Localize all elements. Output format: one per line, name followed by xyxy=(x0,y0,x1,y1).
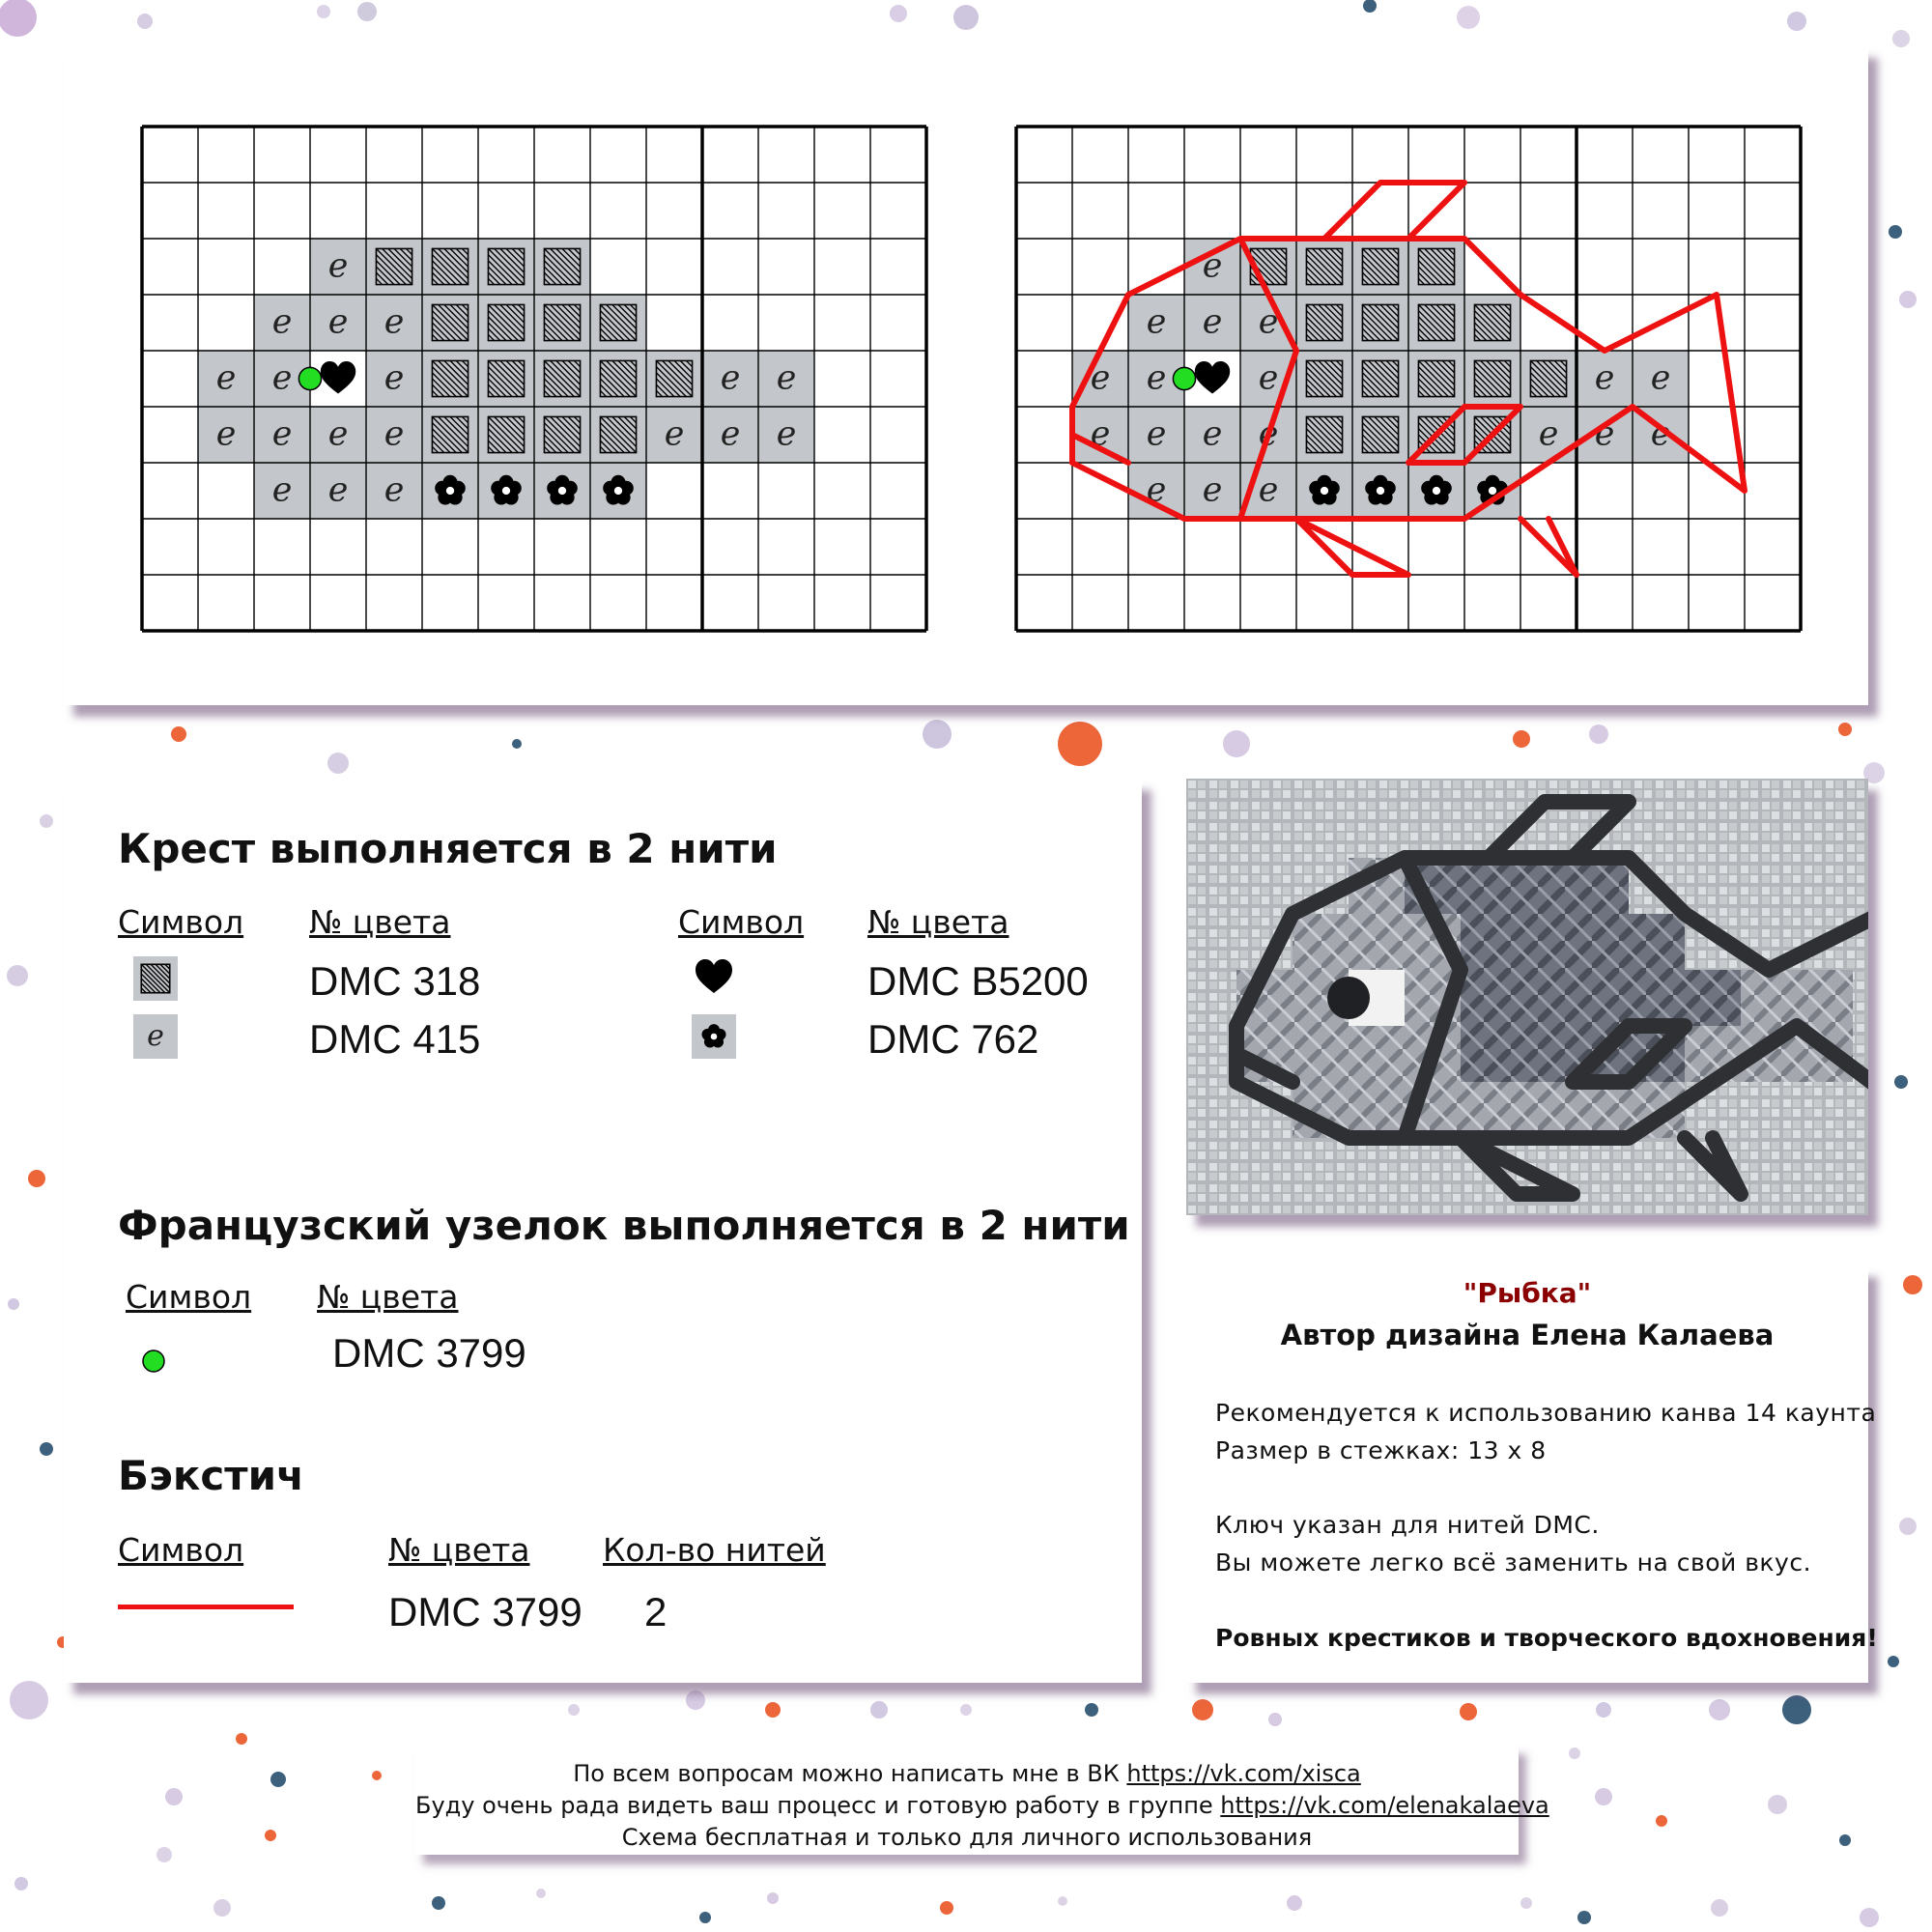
footer-line-2 xyxy=(415,1792,1549,1819)
stitch-cell-flower xyxy=(1352,463,1408,519)
paint-dot xyxy=(0,0,37,37)
paint-dot xyxy=(327,753,349,774)
svg-text:e: e xyxy=(720,358,741,398)
author-line: Автор дизайна Елена Калаева xyxy=(1280,1319,1775,1351)
paint-dot xyxy=(1899,291,1917,308)
svg-text:e: e xyxy=(271,414,293,454)
svg-text:e: e xyxy=(1146,414,1167,454)
knot-title: Французский узелок выполняется в 2 нити xyxy=(118,1202,1130,1249)
stitch-cell-e xyxy=(254,463,310,519)
svg-text:e: e xyxy=(215,358,237,398)
paint-dot xyxy=(14,1877,28,1890)
color-762: DMC 762 xyxy=(867,1016,1039,1062)
stitch-cell-e xyxy=(366,351,422,407)
svg-text:e: e xyxy=(1594,414,1615,454)
paint-dot xyxy=(7,965,28,986)
paint-dot xyxy=(28,1170,45,1187)
color-3799-backstitch: DMC 3799 xyxy=(388,1589,582,1634)
stitch-cell-e xyxy=(366,295,422,351)
svg-text:e: e xyxy=(215,414,237,454)
svg-text:e: e xyxy=(1538,414,1559,454)
svg-text:e: e xyxy=(776,358,797,398)
paint-dot xyxy=(960,1704,972,1716)
paint-dot xyxy=(1287,1895,1302,1911)
stitch-cell-e xyxy=(366,407,422,463)
paint-dot xyxy=(1460,1703,1477,1720)
paint-dot xyxy=(1363,0,1377,13)
paint-dot xyxy=(1268,1713,1282,1726)
knot-color-header: № цвета xyxy=(317,1278,459,1316)
paint-dot xyxy=(1860,1908,1879,1927)
paint-dot xyxy=(1513,730,1530,748)
paint-dot xyxy=(265,1830,276,1841)
svg-text:e: e xyxy=(1202,414,1223,454)
paint-dot xyxy=(536,1889,546,1898)
vk-profile-link[interactable]: https://vk.com/xisca xyxy=(1126,1760,1361,1787)
threads-header: Кол-во нитей xyxy=(603,1531,826,1569)
paint-dot xyxy=(923,720,952,749)
stitch-cell-e xyxy=(310,463,366,519)
vk-group-link[interactable]: https://vk.com/elenakalaeva xyxy=(1220,1792,1549,1819)
svg-text:e: e xyxy=(384,414,405,454)
stitch-cell-flower xyxy=(1296,463,1352,519)
svg-text:e: e xyxy=(271,302,293,342)
paint-dot xyxy=(512,739,522,749)
stitch-cell-e xyxy=(310,239,366,295)
paint-dot xyxy=(870,1701,888,1719)
stitch-cell-e xyxy=(1072,407,1128,463)
paint-dot xyxy=(236,1733,247,1745)
backstitch-line xyxy=(1324,183,1464,239)
cross-title: Крест выполняется в 2 нити xyxy=(118,825,778,872)
svg-text:e: e xyxy=(327,470,349,510)
paint-dot xyxy=(1589,724,1608,744)
stitch-cell-e xyxy=(310,295,366,351)
paint-dot xyxy=(1656,1815,1667,1827)
svg-text:e: e xyxy=(1594,358,1615,398)
paint-dot xyxy=(1596,1702,1611,1718)
stitch-cell-flower xyxy=(422,463,478,519)
paint-dot xyxy=(1894,1075,1908,1089)
paint-dot xyxy=(317,5,330,18)
paint-dot xyxy=(940,1901,953,1915)
stitch-cell-e xyxy=(198,407,254,463)
color-318: DMC 318 xyxy=(309,958,481,1004)
svg-text:e: e xyxy=(327,302,349,342)
color-b5200: DMC B5200 xyxy=(867,958,1089,1004)
paint-dot xyxy=(1768,1795,1787,1814)
svg-text:e: e xyxy=(1258,470,1279,510)
paint-dot xyxy=(1838,723,1852,736)
backstitch-color-header: № цвета xyxy=(388,1531,530,1569)
paint-dot xyxy=(767,1892,779,1904)
stitched-preview-image xyxy=(1186,779,1868,1215)
svg-text:e: e xyxy=(384,358,405,398)
paint-dot xyxy=(1192,1699,1213,1720)
paint-dot xyxy=(432,1896,445,1910)
stitch-cell-e xyxy=(1184,463,1240,519)
stitch-cell-e xyxy=(1520,407,1577,463)
replace-note: Вы можете легко всё заменить на свой вкус. xyxy=(1215,1548,1812,1577)
svg-text:e: e xyxy=(1258,302,1279,342)
threads-count: 2 xyxy=(644,1589,668,1634)
svg-text:e: e xyxy=(664,414,685,454)
symbol-header-left: Символ xyxy=(118,903,244,941)
stitch-cell-e xyxy=(1184,295,1240,351)
paint-dot xyxy=(1709,1699,1730,1720)
svg-text:e: e xyxy=(271,358,293,398)
stitch-cell-e xyxy=(646,407,702,463)
flower-symbol xyxy=(692,1014,736,1059)
footer-line-3: Схема бесплатная и только для личного использования xyxy=(621,1824,1313,1851)
paint-dot xyxy=(137,14,153,29)
paint-dot xyxy=(1520,1897,1532,1909)
stitch-cell-e xyxy=(1240,295,1296,351)
svg-text:e: e xyxy=(1202,246,1223,286)
paint-dot xyxy=(270,1772,286,1787)
symbol-chart xyxy=(138,123,930,635)
dmc-note: Ключ указан для нитей DMC. xyxy=(1215,1511,1600,1539)
heart-symbol xyxy=(692,956,736,1001)
svg-text:e: e xyxy=(1146,302,1167,342)
backstitch-chart xyxy=(1012,123,1804,635)
color-3799-knot: DMC 3799 xyxy=(332,1330,526,1376)
svg-text:e: e xyxy=(1650,414,1671,454)
stitch-cell-e xyxy=(198,351,254,407)
svg-text:e: e xyxy=(1090,358,1111,398)
stitch-cell-flower xyxy=(1408,463,1464,519)
paint-dot xyxy=(765,1702,781,1718)
paint-dot xyxy=(686,1690,705,1710)
paint-dot xyxy=(171,726,186,742)
paint-dot xyxy=(699,1912,711,1923)
paint-dot xyxy=(1839,1834,1851,1846)
stitch-size: Размер в стежках: 13 х 8 xyxy=(1215,1436,1547,1464)
stitch-cell-e xyxy=(366,463,422,519)
symbol-header-right: Символ xyxy=(678,903,805,941)
paint-dot xyxy=(357,2,377,21)
svg-text:e: e xyxy=(271,470,293,510)
paint-dot xyxy=(10,1681,48,1719)
svg-text:e: e xyxy=(384,302,405,342)
paint-dot xyxy=(1888,1656,1899,1667)
color-header-right: № цвета xyxy=(867,903,1009,941)
wish-line: Ровных крестиков и творческого вдохновения! xyxy=(1215,1624,1878,1652)
svg-text:e: e xyxy=(384,470,405,510)
stitch-cell-e xyxy=(1184,239,1240,295)
backstitch-line-symbol xyxy=(118,1605,294,1609)
svg-text:e: e xyxy=(1202,302,1223,342)
stitch-cell-e xyxy=(702,351,758,407)
stitch-cell-flower xyxy=(478,463,534,519)
stitch-cell-e xyxy=(702,407,758,463)
stitch-cell-e xyxy=(1184,407,1240,463)
stitch-cell-flower xyxy=(590,463,646,519)
paint-dot xyxy=(1903,1275,1922,1294)
paint-dot xyxy=(1058,722,1102,766)
pattern-title: "Рыбка" xyxy=(1463,1277,1592,1309)
paint-dot xyxy=(1577,1911,1591,1924)
paint-dot xyxy=(1787,12,1806,31)
stitch-cell-e xyxy=(758,351,814,407)
footer-contact-text: По всем вопросам можно написать мне в ВК xyxy=(573,1760,1127,1787)
stitch-cell-e xyxy=(1577,351,1633,407)
knot-symbol xyxy=(139,1347,168,1376)
paint-dot xyxy=(40,814,53,828)
svg-text:e: e xyxy=(1258,358,1279,398)
french-knot xyxy=(1173,367,1195,389)
paint-dot xyxy=(953,5,979,30)
svg-text:e: e xyxy=(1258,414,1279,454)
stitch-cell-e xyxy=(758,407,814,463)
svg-text:e: e xyxy=(327,246,349,286)
paint-dot xyxy=(8,1298,19,1310)
stitch-cell-e xyxy=(254,295,310,351)
paint-dot xyxy=(165,1788,183,1805)
svg-text:e: e xyxy=(1146,470,1167,510)
knot-symbol-header: Символ xyxy=(126,1278,252,1316)
paint-dot xyxy=(890,5,907,22)
svg-text:e: e xyxy=(1202,470,1223,510)
paint-dot xyxy=(1711,1899,1728,1917)
footer-group-text: Буду очень рада видеть ваш процесс и готовую работу в группе xyxy=(415,1792,1221,1819)
paint-dot xyxy=(1892,30,1910,47)
french-knot xyxy=(298,367,321,389)
footer-line-1 xyxy=(415,1760,1519,1787)
paint-dot xyxy=(1223,730,1250,757)
paint-dot xyxy=(1782,1695,1811,1724)
svg-text:e: e xyxy=(720,414,741,454)
paint-dot xyxy=(213,1899,231,1917)
stitch-cell-e xyxy=(1128,295,1184,351)
e-symbol xyxy=(133,1014,178,1059)
color-415: DMC 415 xyxy=(309,1016,481,1062)
svg-text:e: e xyxy=(327,414,349,454)
stitch-cell-e xyxy=(310,407,366,463)
backstitch-title: Бэкстич xyxy=(118,1452,304,1499)
paint-dot xyxy=(156,1847,172,1862)
paint-dot xyxy=(1569,1747,1580,1759)
backstitch-symbol-header: Символ xyxy=(118,1531,244,1569)
paint-dot xyxy=(568,1704,580,1716)
paint-dot xyxy=(1085,1703,1098,1717)
paint-dot xyxy=(1457,6,1480,29)
svg-text:e: e xyxy=(1146,358,1167,398)
backstitch-line xyxy=(1520,519,1577,575)
svg-text:e: e xyxy=(1650,358,1671,398)
color-header-left: № цвета xyxy=(309,903,451,941)
svg-text:e: e xyxy=(1090,414,1111,454)
stitch-cell-e xyxy=(254,407,310,463)
stitch-cell-flower xyxy=(534,463,590,519)
paint-dot xyxy=(1889,225,1902,239)
paint-dot xyxy=(40,1442,53,1456)
paint-dot xyxy=(1899,1518,1917,1535)
stitch-cell-e xyxy=(1128,407,1184,463)
hatch-symbol xyxy=(133,956,178,1001)
svg-text:e: e xyxy=(147,1019,164,1053)
stitch-cell-e xyxy=(1633,351,1689,407)
svg-text:e: e xyxy=(776,414,797,454)
paint-dot xyxy=(1595,1788,1612,1805)
stitch-cell-e xyxy=(1128,463,1184,519)
paint-dot xyxy=(1058,1896,1067,1906)
stitch-cell-e xyxy=(1072,351,1128,407)
canvas-recommendation: Рекомендуется к использованию канва 14 каунта xyxy=(1215,1399,1877,1427)
paint-dot xyxy=(372,1771,382,1780)
